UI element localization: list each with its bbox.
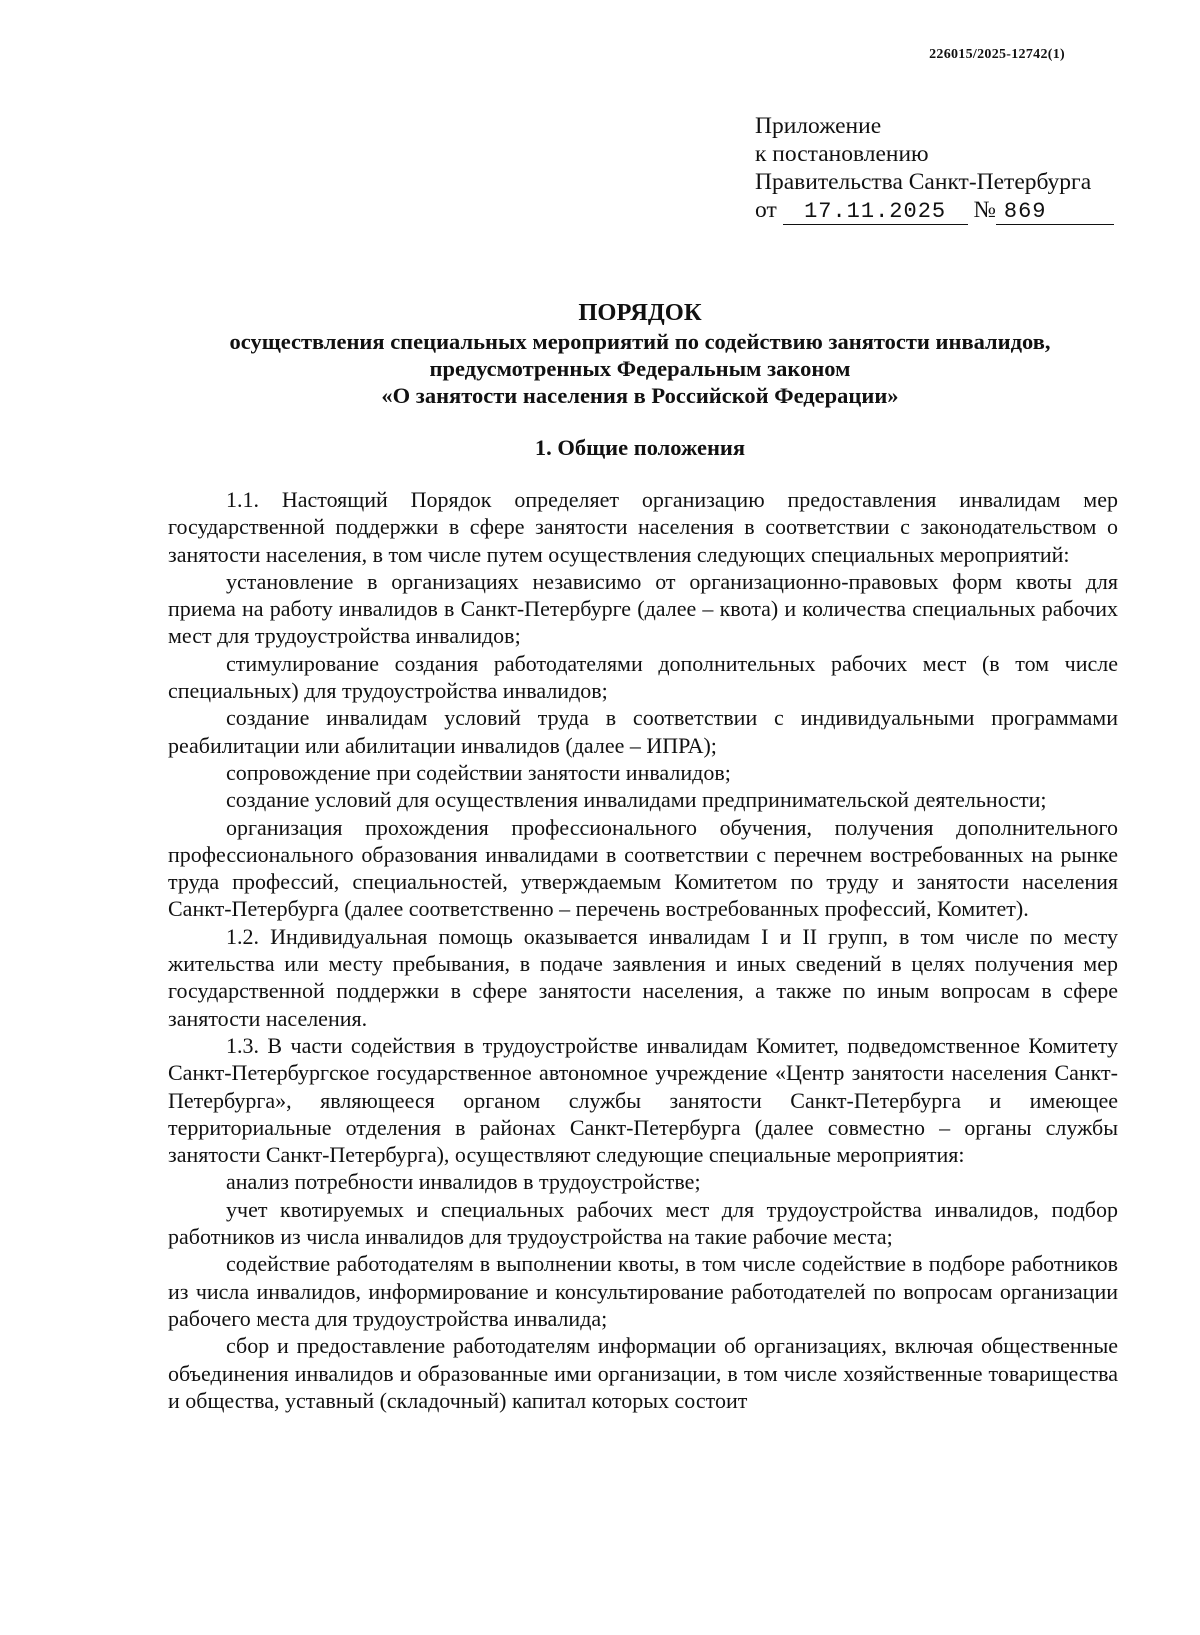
appendix-authority: Правительства Санкт-Петербурга xyxy=(755,169,1092,195)
appendix-reference: к постановлению xyxy=(755,141,929,167)
paragraph: установление в организациях независимо от организационно-правовых форм квоты для приема на работу инвалидов в Санкт-Петербурге (далее – квота) и количества специальных рабочих мест для трудоустройства инвалидов; xyxy=(168,568,1118,649)
appendix-block xyxy=(755,112,1114,225)
document-subtitle-line-3: «О занятости населения в Российской Федерации» xyxy=(381,383,899,408)
section-body xyxy=(168,486,1118,1414)
appendix-date-line xyxy=(755,196,1114,225)
appendix-title: Приложение xyxy=(755,113,882,139)
paragraph: сопровождение при содействии занятости инвалидов; xyxy=(226,759,731,785)
number-sign: № xyxy=(973,197,996,223)
date-prefix: от xyxy=(755,197,777,223)
paragraph: создание условий для осуществления инвалидами предпринимательской деятельности; xyxy=(226,787,1047,813)
document-subtitle-line-1: осуществления специальных мероприятий по содействию занятости инвалидов, xyxy=(229,329,1051,354)
paragraph: 1.3. В части содействия в трудоустройстве инвалидам Комитет, подведомственное Комитету Санкт-Петербургское государственное автономное учреждение «Центр занятости населения Санкт-Петербурга», являющееся органом службы занятости Санкт-Петербурга и имеющее территориальные отделения в районах Санкт-Петербурга (далее совместно – органы службы занятости Санкт-Петербурга), осуществляют следующие специальные мероприятия: xyxy=(168,1032,1118,1168)
paragraph: стимулирование создания работодателями дополнительных рабочих мест (в том числе специальных) для трудоустройства инвалидов; xyxy=(168,650,1118,704)
paragraph: учет квотируемых и специальных рабочих мест для трудоустройства инвалидов, подбор работников из числа инвалидов для трудоустройства на такие рабочие места; xyxy=(168,1196,1118,1250)
document-registration-number: 226015/2025-12742(1) xyxy=(929,47,1065,62)
document-title: ПОРЯДОК xyxy=(578,299,702,326)
document-title-block xyxy=(160,298,1120,409)
paragraph: создание инвалидам условий труда в соответствии с индивидуальными программами реабилитации или абилитации инвалидов (далее – ИПРА); xyxy=(168,705,1118,758)
paragraph: анализ потребности инвалидов в трудоустройстве; xyxy=(226,1169,701,1195)
resolution-date: 17.11.2025 xyxy=(783,200,968,225)
paragraph: сбор и предоставление работодателям информации об организациях, включая общественные объединения инвалидов и образованные ими организации, в том числе хозяйственные товарищества и общества, уставный (складочный) капитал которых состоит xyxy=(168,1333,1118,1413)
paragraph: организация прохождения профессионального обучения, получения дополнительного профессионального образования инвалидами в соответствии с перечнем востребованных на рынке труда профессий, специальностей, утверждаемым Комитетом по труду и занятости населения Санкт-Петербурга (далее соответственно – перечень востребованных профессий, Комитет). xyxy=(168,814,1118,922)
section-heading: 1. Общие положения xyxy=(534,435,746,460)
document-subtitle-line-2: предусмотренных Федеральным законом xyxy=(429,356,851,381)
paragraph: 1.2. Индивидуальная помощь оказывается инвалидам I и II групп, в том числе по месту жительства или месту пребывания, в подаче заявления и иных сведений в целях получения мер государственной поддержки в сфере занятости населения, а также по иным вопросам в сфере занятости населения. xyxy=(168,923,1118,1031)
paragraph: содействие работодателям в выполнении квоты, в том числе содействие в подборе работников из числа инвалидов, информирование и консультирование работодателей по вопросам организации рабочего места для трудоустройства инвалида; xyxy=(168,1251,1118,1331)
resolution-number: 869 xyxy=(996,200,1114,225)
paragraph: 1.1. Настоящий Порядок определяет организацию предоставления инвалидам мер государственной поддержки в сфере занятости населения в соответствии с законодательством о занятости населения, в том числе путем осуществления следующих специальных мероприятий: xyxy=(168,487,1118,567)
